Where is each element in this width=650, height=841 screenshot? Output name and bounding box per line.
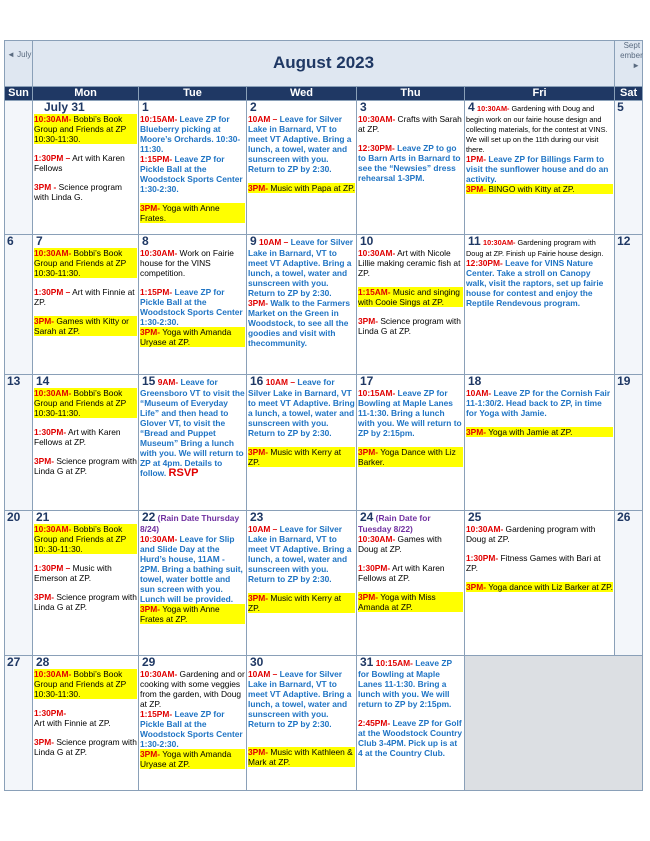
day-number: 17 [360, 374, 374, 388]
event-time: 3PM- [358, 316, 379, 326]
event-text: Yoga with Jamie at ZP. [486, 427, 573, 437]
next-month-cell[interactable] [615, 41, 643, 87]
day-number: 6 [7, 234, 14, 248]
rsvp-label: RSVP [168, 467, 199, 479]
event-time: 10:30AM- [477, 104, 510, 113]
event-text: Leave for Greensboro VT to visit the “Museum of Everyday Life” and then head to Glover VT, to visit the “Bread and Puppet Museum” Bring a lunch with you. We will return to ZP at 4pm. Details to follow. [140, 377, 245, 478]
day-number: 27 [7, 655, 21, 669]
event-text: Music with Emerson at ZP. [34, 563, 112, 583]
event-time: 3PM- [34, 737, 55, 747]
day-number: 18 [468, 374, 482, 388]
event-text: Music with Kathleen & Mark at ZP. [248, 747, 353, 767]
event-text: Leave for Silver Lake in Barnard, VT to meet VT Adaptive. Bring a lunch, a towel, water and sunscreen with you. Return to ZP by 2:30. [248, 524, 352, 584]
day-cell-aug-30[interactable] [247, 656, 357, 791]
event-time: 3PM- [34, 316, 55, 326]
event-time: 10:30AM- [34, 388, 72, 398]
event-text: Leave for Silver Lake in Barnard, VT to meet VT Adaptive. Bring a lunch, a towel, water and sunscreen with you. Return to ZP by 2:30. [248, 237, 354, 298]
event-time: 3PM- [140, 327, 161, 337]
day-cell-aug-6[interactable] [5, 235, 33, 375]
event-time: 10AM – [265, 377, 296, 387]
event-text: Yoga with Amanda Uryase at ZP. [140, 749, 232, 769]
day-cell-empty [5, 101, 33, 235]
day-cell-aug-3[interactable] [357, 101, 465, 235]
day-cell-aug-29[interactable] [139, 656, 247, 791]
event-time: 12:30PM- [358, 143, 395, 153]
event-time: 10AM – [259, 237, 289, 247]
calendar-table [4, 40, 643, 791]
weekday-wed: Wed [247, 87, 357, 101]
day-number: 4 [468, 100, 475, 114]
event-time: 2:45PM- [358, 718, 391, 728]
event-text: Leave for Silver Lake in Barnard, VT to meet VT Adaptive. Bring a lunch, a towel, water and sunscreen with you. Return to ZP by 2:30. [248, 114, 352, 174]
event-time: 10AM – [248, 114, 278, 124]
event-text: Art with Karen Fellows at ZP. [34, 427, 121, 447]
rain-date-note: (Rain Date for Tuesday 8/22) [358, 513, 431, 534]
day-cell-jul-31[interactable] [33, 101, 139, 235]
event-text: Leave ZP for Billings Farm to visit the sunflower house and do an activity. [466, 154, 609, 184]
event-text: Art with Nicole Lillie making ceramic fish at ZP. [358, 248, 461, 278]
event-text: Music with Kerry at ZP. [248, 447, 342, 467]
event-time: 1:30PM – [34, 287, 71, 297]
event-text: Science program with Linda G at ZP. [34, 456, 137, 476]
day-cell-aug-25[interactable] [465, 511, 615, 656]
event-time: 10:30AM- [140, 534, 178, 544]
event-time: 3PM- [466, 184, 487, 194]
event-text: Music with Kerry at ZP. [248, 593, 342, 613]
event-time: 10:30AM- [483, 238, 516, 247]
day-number: 22 [142, 510, 156, 524]
day-cell-aug-15[interactable] [139, 375, 247, 511]
event-time: 3PM- [34, 456, 55, 466]
day-number: 26 [617, 510, 631, 524]
event-text: Leave for Slip and Slide Day at the Hurd’s house, 11AM - 2PM. Bring a bathing suit, towel, water bottle and sun screen with you. Lunch will be provided. [140, 534, 243, 604]
event-text: Fitness Games with Bari at ZP. [466, 553, 601, 573]
event-time: 10:30AM- [34, 669, 72, 679]
next-month-link[interactable]: Sept ember ► [620, 41, 643, 70]
event-text: Work on Fairie house for the VINS competition. [140, 248, 234, 278]
day-cell-aug-26[interactable] [615, 511, 643, 656]
event-time: 1:15PM- [140, 709, 173, 719]
event-time: 10:30AM- [140, 669, 178, 679]
event-time: 3PM- [358, 447, 379, 457]
event-time: 10:30AM- [466, 524, 504, 534]
event-text: Science program with Linda G at ZP. [34, 737, 137, 757]
event-text: Bobbi’s Book Group and Friends at ZP 10:30-11:30. [34, 669, 127, 699]
event-time: 10:15AM- [140, 114, 178, 124]
event-time: 10:15AM- [358, 388, 396, 398]
event-text: Art with Finnie at ZP. [34, 718, 111, 728]
event-time: 1:30PM- [34, 427, 67, 437]
event-text: Yoga dance with Liz Barker at ZP. [486, 582, 613, 592]
week-row [5, 511, 643, 656]
event-time: 1PM- [466, 154, 487, 164]
event-text: Yoga Dance with Liz Barker. [358, 447, 456, 467]
day-number: 20 [7, 510, 21, 524]
event-text: Bobbi’s Book Group and Friends at ZP 10:30-11:30. [34, 388, 127, 418]
day-cell-aug-14[interactable] [33, 375, 139, 511]
day-cell-aug-5[interactable] [615, 101, 643, 235]
event-text: Gardening with Doug and begin work on our fairie house design and collecting materials, for the contest at VINS. We will set up on the 11th during our visit there. [466, 104, 608, 154]
event-time: 3PM- [248, 183, 269, 193]
event-time: 10:30AM- [358, 114, 396, 124]
event-time: 1:30PM – [34, 153, 71, 163]
event-text: Leave ZP for Pickle Ball at the Woodstock Sports Center 1:30-2:30. [140, 287, 243, 327]
event-text: Walk to the Farmers Market on the Green in Woodstock, to see all the goodies and visit with thecommunity. [248, 298, 351, 348]
event-time: 12:30PM- [466, 258, 503, 268]
day-cell-aug-16[interactable] [247, 375, 357, 511]
day-number: 23 [250, 510, 264, 524]
day-number: 7 [36, 234, 43, 248]
day-number: 15 [142, 374, 156, 388]
event-time: 1:30PM – [34, 563, 71, 573]
day-number: 9 [250, 234, 257, 248]
day-number: 19 [617, 374, 631, 388]
event-text: Gardening and or cooking with some veggies from the garden, with Doug at ZP. [140, 669, 245, 709]
weekday-tue: Tue [139, 87, 247, 101]
event-time: 3PM- [248, 447, 269, 457]
week-row [5, 101, 643, 235]
event-time: 10:30AM- [34, 524, 72, 534]
day-cell-aug-24[interactable] [357, 511, 465, 656]
event-text: Leave ZP for Blueberry picking at Moore’s Orchards. 10:30-11:30. [140, 114, 241, 154]
event-time: 1:15PM- [140, 154, 173, 164]
day-cell-aug-7[interactable] [33, 235, 139, 375]
weekday-header-row [5, 87, 643, 101]
week-row [5, 375, 643, 511]
event-text: Leave for VINS Nature Center. Take a stroll on Canopy walk, visit the raptors, set up fairie house for contest and enjoy the Reptile Rendevous program. [466, 258, 604, 308]
event-time: 10:30AM- [34, 114, 72, 124]
day-cell-aug-4[interactable] [465, 101, 615, 235]
day-cell-aug-12[interactable] [615, 235, 643, 375]
day-cell-aug-22[interactable] [139, 511, 247, 656]
event-time: 10AM – [248, 524, 278, 534]
day-cell-aug-27[interactable] [5, 656, 33, 791]
day-cell-aug-2[interactable] [247, 101, 357, 235]
weekday-mon: Mon [33, 87, 139, 101]
event-text: Science program with Linda G at ZP. [34, 592, 137, 612]
event-text: Yoga with Anne Frates at ZP. [140, 604, 220, 624]
event-time: 3PM- [248, 593, 269, 603]
event-text: Games with Doug at ZP. [358, 534, 442, 554]
event-time: 9AM- [157, 377, 179, 387]
event-time: 3PM- [34, 592, 55, 602]
day-number: 31 [360, 655, 374, 669]
day-number: 14 [36, 374, 50, 388]
event-text: Leave ZP for Bowling at Maple Lanes 11-1:30. Bring a lunch with you. We will return to ZP by 2:15pm. [358, 388, 462, 438]
prev-month-link[interactable]: ◄ July [7, 50, 32, 59]
day-cell-aug-28[interactable] [33, 656, 139, 791]
day-number: 16 [250, 374, 264, 388]
event-text: Leave ZP for Golf at the Woodstock Country Club 3-4PM. Pick up is at 4 at the Country Club. [358, 718, 463, 758]
event-time: 3PM- [358, 592, 379, 602]
day-cell-empty [465, 656, 643, 791]
day-number: 11 [468, 234, 481, 248]
month-title: August 2023 [33, 41, 615, 87]
day-cell-aug-11[interactable] [465, 235, 615, 375]
day-cell-aug-17[interactable] [357, 375, 465, 511]
event-time: 3PM- [140, 604, 161, 614]
event-text: Art with Finnie at ZP. [34, 287, 135, 307]
day-number: 25 [468, 510, 482, 524]
day-cell-aug-9[interactable] [247, 235, 357, 375]
event-text: Bobbi’s Book Group and Friends at ZP 10:30-11:30. [34, 114, 127, 144]
event-time: 10:30AM- [34, 248, 72, 258]
day-number: 5 [617, 100, 624, 114]
event-text: Leave ZP for Pickle Ball at the Woodstock Sports Center 1:30-2:30. [140, 154, 243, 194]
day-number: 28 [36, 655, 50, 669]
event-time: 1:30PM- [358, 563, 391, 573]
event-text: Gardening program with Doug at ZP. [466, 524, 596, 544]
event-text: Bobbi’s Book Group and Friends at ZP 10:30-11:30. [34, 248, 127, 278]
event-text: Art with Karen Fellows [34, 153, 125, 173]
event-time: 10:15AM- [375, 658, 413, 668]
event-time: 10:30AM- [358, 248, 396, 258]
event-text: Leave ZP for Bowling at Maple Lanes 11-1:30. Bring a lunch with you. We will return to ZP by 2:15pm. [358, 658, 452, 709]
event-time: 3PM- [248, 298, 269, 308]
event-time: 10:30AM- [358, 534, 396, 544]
calendar-header [5, 41, 643, 87]
day-number: 29 [142, 655, 156, 669]
event-time: 1:15PM- [140, 287, 173, 297]
day-cell-aug-18[interactable] [465, 375, 615, 511]
day-number: 30 [250, 655, 264, 669]
day-cell-aug-13[interactable] [5, 375, 33, 511]
event-text: Bobbi’s Book Group and Friends at ZP 10:.30-11:30. [34, 524, 127, 554]
event-text: Yoga with Anne Frates. [140, 203, 220, 223]
weekday-sat: Sat [615, 87, 643, 101]
day-number: 3 [360, 100, 367, 114]
event-time: 10AM – [248, 669, 278, 679]
event-text: Games with Kitty or Sarah at ZP. [34, 316, 129, 336]
day-number: 13 [7, 374, 21, 388]
day-cell-aug-1[interactable] [139, 101, 247, 235]
event-text: Leave for Silver Lake in Barnard, VT to meet VT Adaptive. Bring a lunch, a towel, water and sunscreen with you. Return to ZP by 2:30. [248, 669, 352, 729]
event-text: Science program with Linda G. [34, 182, 122, 202]
day-cell-aug-21[interactable] [33, 511, 139, 656]
event-text: Music with Papa at ZP. [268, 183, 355, 193]
event-text: Crafts with Sarah at ZP. [358, 114, 462, 134]
event-text: Leave ZP for the Cornish Fair 11-1:30/2. Head back to ZP, in time for Yoga with Jamie. [466, 388, 611, 418]
event-time: 3PM- [466, 427, 487, 437]
event-text: Yoga with Miss Amanda at ZP. [358, 592, 436, 612]
event-text: BINGO with Kitty at ZP. [486, 184, 575, 194]
day-cell-aug-10[interactable] [357, 235, 465, 375]
day-cell-aug-31[interactable] [357, 656, 465, 791]
week-row [5, 656, 643, 791]
weekday-thu: Thu [357, 87, 465, 101]
day-number: 2 [250, 100, 257, 114]
event-text: Science program with Linda G at ZP. [358, 316, 461, 336]
event-time: 1:30PM- [34, 708, 67, 718]
event-text: Yoga with Amanda Uryase at ZP. [140, 327, 232, 347]
prev-month-cell[interactable] [5, 41, 33, 87]
event-time: 10AM- [466, 388, 492, 398]
event-time: 3PM- [248, 747, 269, 757]
event-time: 3PM - [34, 182, 57, 192]
weekday-fri: Fri [465, 87, 615, 101]
event-text: Leave for Silver Lake in Barnard, VT to meet VT Adaptive. Bring a lunch, a towel, water and sunscreen with you. Return to ZP by 2:30. [248, 377, 355, 438]
event-text: Art with Karen Fellows at ZP. [358, 563, 445, 583]
rain-date-note: (Rain Date Thursday 8/24) [140, 513, 240, 534]
event-time: 3PM- [140, 203, 161, 213]
weekday-sun: Sun [5, 87, 33, 101]
day-cell-aug-20[interactable] [5, 511, 33, 656]
day-cell-aug-19[interactable] [615, 375, 643, 511]
event-time: 3PM- [466, 582, 487, 592]
event-text: Leave ZP for Pickle Ball at the Woodstock Sports Center 1:30-2:30. [140, 709, 243, 749]
day-number: 8 [142, 234, 149, 248]
event-time: 10:30AM- [140, 248, 178, 258]
day-number: 24 [360, 510, 374, 524]
day-number: July 31 [44, 100, 85, 114]
day-number: 21 [36, 510, 50, 524]
event-text: Gardening program with Doug at ZP. Finish up Fairie house design. [466, 238, 604, 258]
day-number: 12 [617, 234, 631, 248]
day-cell-aug-23[interactable] [247, 511, 357, 656]
event-time: 1:30PM- [466, 553, 499, 563]
day-number: 1 [142, 100, 149, 114]
day-cell-aug-8[interactable] [139, 235, 247, 375]
event-time: 1:15AM- [358, 287, 391, 297]
day-number: 10 [360, 234, 374, 248]
event-text: Leave ZP to go to Barn Arts in Barnard to see the “Newsies” dress rehearsal 1-3PM. [358, 143, 461, 183]
week-row [5, 235, 643, 375]
event-text: Music and singing with Cooie Sings at ZP. [358, 287, 460, 307]
event-time: 3PM- [140, 749, 161, 759]
